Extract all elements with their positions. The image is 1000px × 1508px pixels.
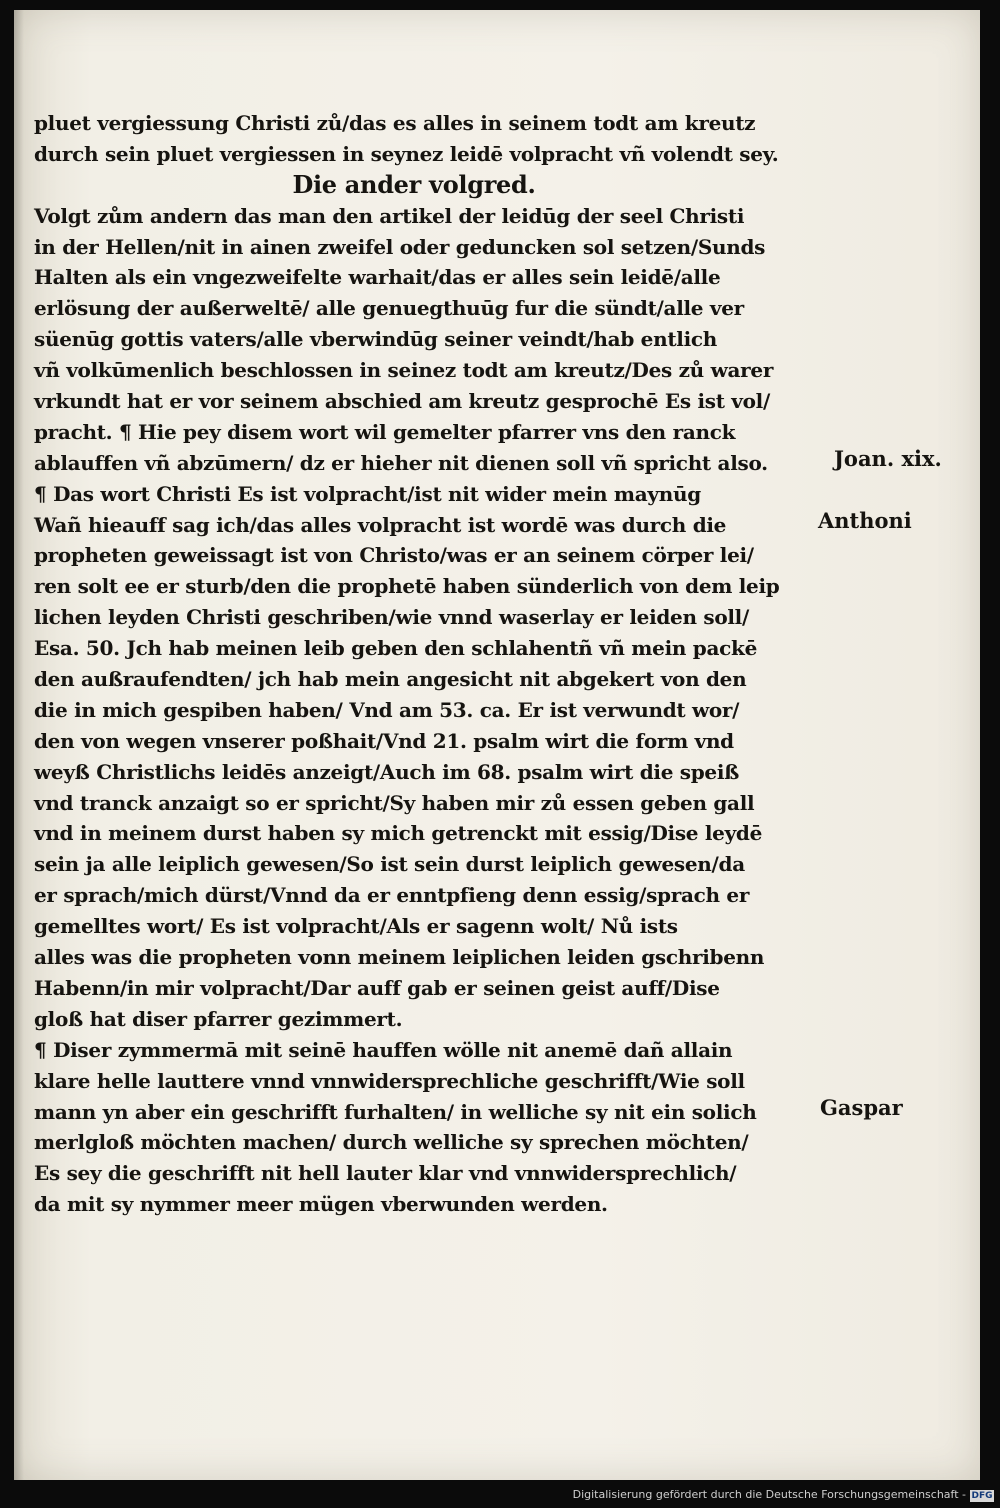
text-line: mann yn aber ein geschrifft furhalten/ in welliche sy nit ein solich: [34, 1099, 757, 1124]
text-line: gemelltes wort/ Es ist volpracht/Als er sagenn wolt/ Nů ists: [34, 914, 678, 939]
text-line: ablauffen vñ abzūmern/ dz er hieher nit dienen soll vñ spricht also.: [34, 450, 768, 475]
text-line: weyß Christlichs leidēs anzeigt/Auch im 68. psalm wirt die speiß: [34, 759, 740, 784]
text-line: in der Hellen/nit in ainen zweifel oder geduncken sol setzen/Sunds: [34, 234, 766, 259]
text-line: süenūg gottis vaters/alle vberwindūg seiner veindt/hab entlich: [34, 327, 717, 352]
margin-note: Anthoni: [818, 508, 912, 533]
text-line: Wañ hieauff sag ich/das alles volpracht ist wordē was durch die: [34, 512, 727, 537]
footer-bar: [0, 1480, 1000, 1508]
text-line: Es sey die geschrifft nit hell lauter klar vnd vnnwidersprechlich/: [34, 1161, 737, 1186]
text-line: Halten als ein vngezweifelte warhait/das er alles sein leidē/alle: [34, 265, 721, 290]
dfg-logo-icon: DFG: [971, 1491, 993, 1501]
text-line: erlösung der außerweltē/ alle genuegthuūg fur die sündt/alle ver: [34, 296, 744, 321]
text-line: vrkundt hat er vor seinem abschied am kreutz gesprochē Es ist vol/: [34, 389, 770, 414]
text-line: er sprach/mich dürst/Vnnd da er enntpfieng denn essig/sprach er: [34, 883, 750, 908]
text-line: vnd tranck anzaigt so er spricht/Sy haben mir zů essen geben gall: [34, 790, 755, 815]
text-line: klare helle lauttere vnnd vnnwidersprechliche geschrifft/Wie soll: [34, 1068, 745, 1093]
text-line: alles was die propheten vonn meinem leiplichen leiden gschribenn: [34, 945, 765, 970]
body-lines: [34, 201, 834, 1220]
text-line: den außraufendten/ jch hab mein angesicht nit abgekert von den: [34, 667, 747, 692]
text-line: pluet vergiessung Christi zů/das es alles in seinem todt am kreutz: [34, 111, 756, 135]
text-line: lichen leyden Christi geschriben/wie vnnd waserlay er leiden soll/: [34, 605, 749, 630]
margin-note: Joan. xix.: [834, 446, 942, 471]
text-line: pracht. ¶ Hie pey disem wort wil gemelter pfarrer vns den ranck: [34, 419, 736, 444]
text-line: durch sein pluet vergiessen in seynez leidē volpracht vñ volendt sey.: [34, 141, 779, 166]
text-line: ¶ Diser zymmermā mit seinē hauffen wölle nit anemē dañ allain: [34, 1037, 733, 1062]
text-line: Esa. 50. Jch hab meinen leib geben den schlahentñ vñ mein packē: [34, 636, 757, 661]
book-page: [14, 10, 980, 1480]
margin-note: Gaspar: [820, 1095, 903, 1120]
text-line: sein ja alle leiplich gewesen/So ist sein durst leiplich gewesen/da: [34, 852, 745, 877]
text-line: den von wegen vnserer poßhait/Vnd 21. psalm wirt die form vnd: [34, 728, 734, 753]
page-text-block: [34, 108, 834, 1220]
text-line: gloß hat diser pfarrer gezimmert.: [34, 1006, 403, 1031]
section-heading: Die ander volgred.: [292, 169, 536, 199]
text-line: ren solt ee er sturb/den die prophetē haben sünderlich von dem leip: [34, 574, 780, 599]
text-line: da mit sy nymmer meer mügen vberwunden werden.: [34, 1192, 608, 1217]
text-line: Volgt zům andern das man den artikel der leidūg der seel Christi: [34, 203, 745, 228]
text-line: vnd in meinem durst haben sy mich getrenckt mit essig/Dise leydē: [34, 821, 763, 846]
text-line: die in mich gespiben haben/ Vnd am 53. ca. Er ist verwundt wor/: [34, 697, 740, 722]
text-line: vñ volkūmenlich beschlossen in seinez todt am kreutz/Des zů warer: [34, 358, 774, 383]
text-line: Habenn/in mir volpracht/Dar auff gab er seinen geist auff/Dise: [34, 975, 720, 1000]
text-line: propheten geweissagt ist von Christo/was er an seinem cörper lei/: [34, 543, 754, 568]
text-line: merlgloß möchten machen/ durch welliche sy sprechen möchten/: [34, 1130, 749, 1155]
text-line: ¶ Das wort Christi Es ist volpracht/ist nit wider mein maynūg: [34, 481, 701, 506]
funding-notice: Digitalisierung gefördert durch die Deutsche Forschungsgemeinschaft -: [572, 1488, 966, 1501]
